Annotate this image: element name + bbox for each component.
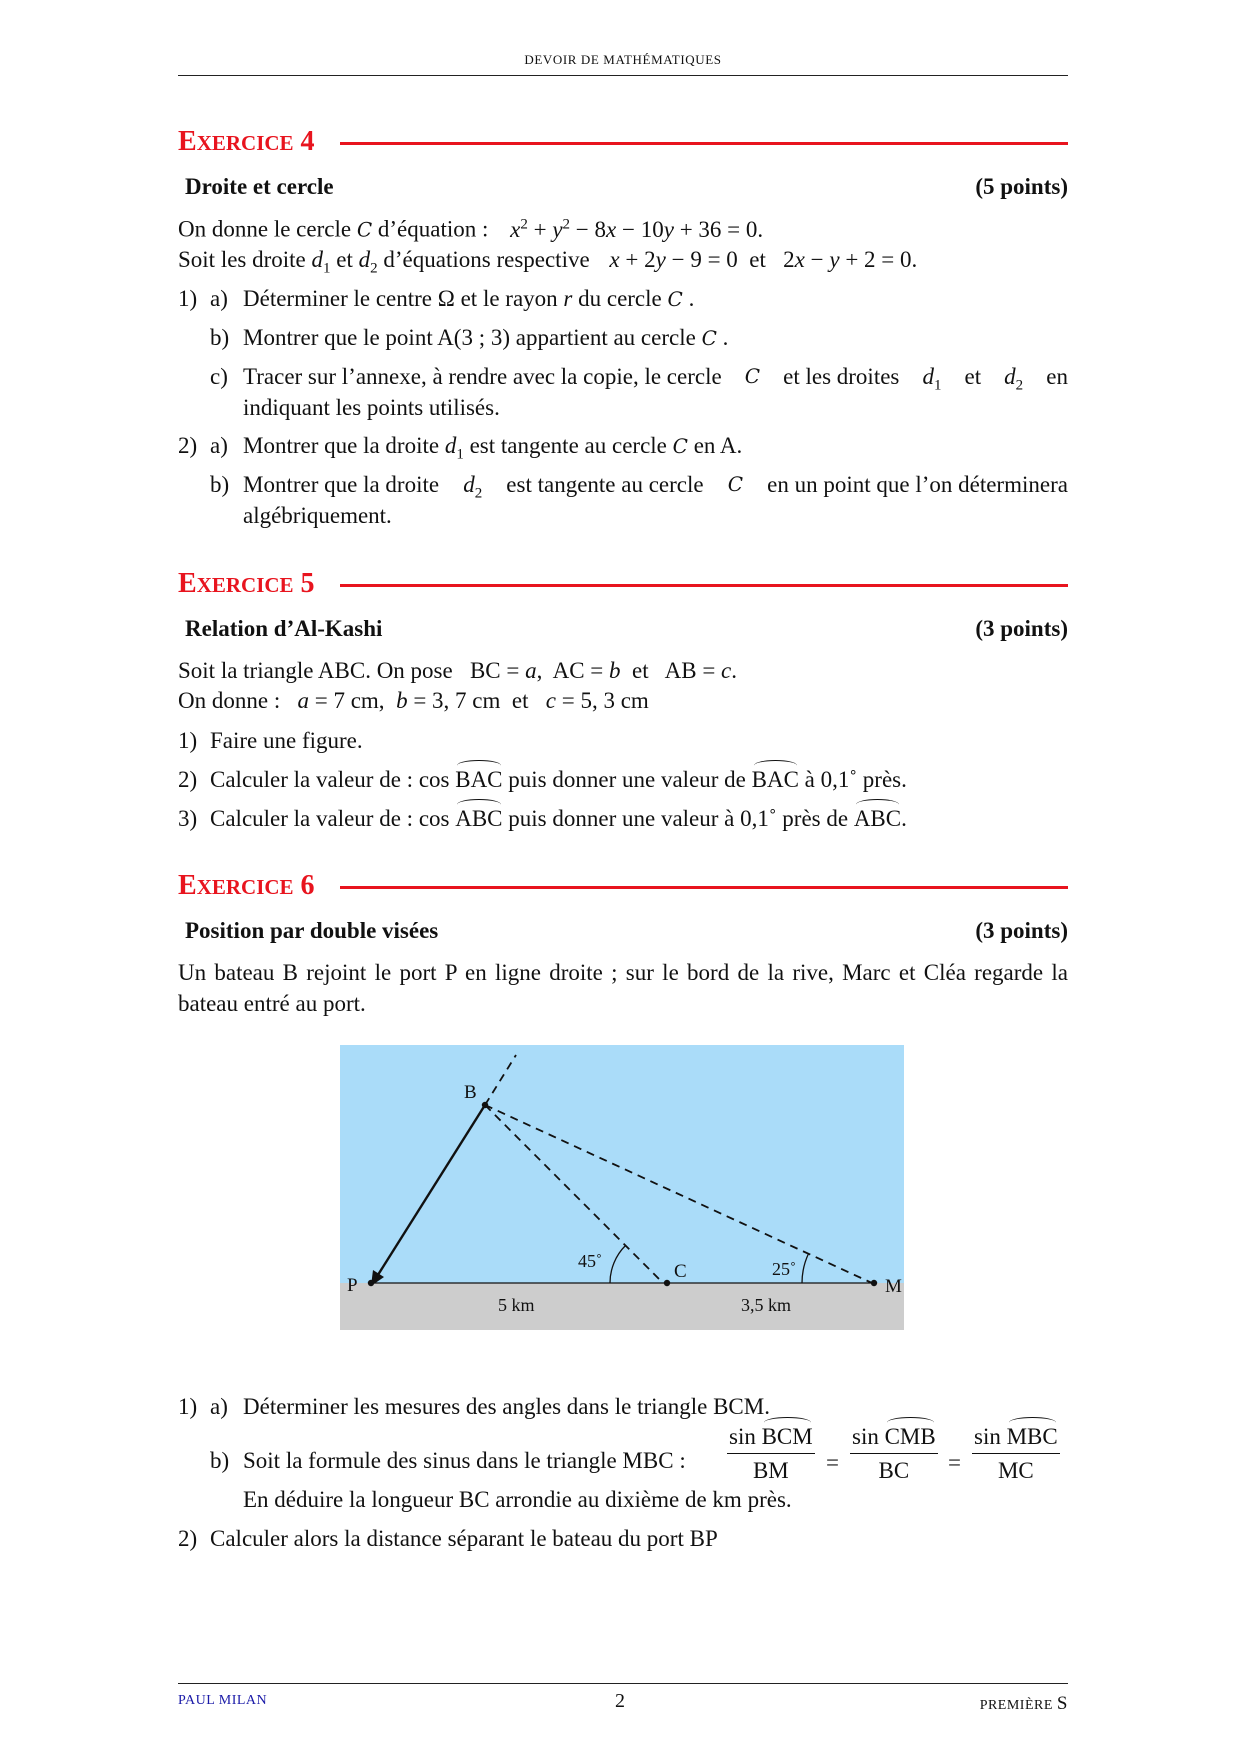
exercise-4-q1a-letter: a) — [210, 286, 228, 311]
exercise-4-title: EXERCICE 4 — [178, 126, 315, 157]
exercise-4-q1c-line-2: indiquant les points utilisés. — [243, 395, 500, 420]
exercise-6-points: (3 points) — [975, 918, 1068, 943]
exercise-4-points: (5 points) — [975, 174, 1068, 199]
shore-area — [340, 1283, 904, 1330]
angle-m-label: 25˚ — [772, 1259, 796, 1279]
exercise-4-q1-number: 1) — [178, 286, 198, 311]
exercise-5-q1-number: 1) — [178, 728, 198, 753]
exercise-4-q1a: Déterminer le centre Ω et le rayon r du cercle C . — [243, 286, 695, 311]
exercise-5-q3: Calculer la valeur de : cos ABC puis donner une valeur à 0,1˚ près de ABC. — [210, 806, 907, 831]
point-c — [664, 1280, 670, 1286]
label-m: M — [885, 1276, 902, 1297]
exercise-4-intro-line-1: On donne le cercle C d’équation : $x^2 + y^2 - 8x - 10y + 36 = 0$. — [178, 216, 764, 242]
exercise-6-q1b: Soit la formule des sinus dans le triangle MBC : — [243, 1448, 686, 1473]
angle-c-label: 45˚ — [578, 1251, 602, 1271]
sine-fraction-1: sin BCM BM — [729, 1424, 813, 1483]
exercise-4-subtitle: Droite et cercle — [185, 174, 334, 199]
exercise-5-title: EXERCICE 5 — [178, 568, 315, 599]
exercise-6-q1b-letter: b) — [210, 1448, 230, 1473]
exercise-5-intro-line-1: Soit la triangle ABC. On pose BC = a, AC = b et AB = c. — [178, 658, 738, 683]
exercise-4-q2a: Montrer que la droite $d_1$ est tangente au cercle C en A. — [243, 433, 743, 463]
exercise-4-q1b: Montrer que le point A(3 ; 3) appartient au cercle C . — [243, 325, 729, 350]
point-m — [871, 1280, 877, 1286]
exercise-4-q2b-letter: b) — [210, 472, 230, 497]
exercise-6-q1b-line-2: En déduire la longueur BC arrondie au dixième de km près. — [243, 1487, 792, 1512]
boat-figure — [340, 1045, 904, 1330]
exercise-6-q1a-letter: a) — [210, 1394, 228, 1419]
exercise-4-q2b-line-2: algébriquement. — [243, 503, 392, 528]
exercise-6-q1a: Déterminer les mesures des angles dans le triangle BCM. — [243, 1394, 770, 1419]
exercise-6-q2: Calculer alors la distance séparant le bateau du port BP — [210, 1526, 718, 1551]
point-p — [368, 1280, 374, 1286]
exercise-4-rule — [340, 142, 1068, 145]
equals-sign-2: = — [948, 1450, 961, 1475]
exercise-5-q1: Faire une figure. — [210, 728, 363, 753]
exercise-5-q2-number: 2) — [178, 767, 198, 792]
water-area — [340, 1045, 904, 1283]
footer-class: PREMIÈRE S — [979, 1693, 1068, 1714]
point-b — [482, 1102, 488, 1108]
exercise-5-rule — [340, 584, 1068, 587]
exercise-5-q2: Calculer la valeur de : cos BAC puis donner une valeur de BAC à 0,1˚ près. — [210, 767, 907, 792]
exercise-4-q2b: Montrer que la droite $d_2$ est tangente au cercle C en un point que l’on déterminera — [243, 472, 1068, 502]
exercise-5-points: (3 points) — [975, 616, 1068, 641]
exercise-6-q2-number: 2) — [178, 1526, 198, 1551]
exercise-4-q1b-letter: b) — [210, 325, 230, 350]
exercise-6-heading — [178, 870, 1068, 906]
label-b: B — [464, 1082, 477, 1103]
exercise-6-title: EXERCICE 6 — [178, 870, 315, 901]
equals-sign-1: = — [826, 1450, 839, 1475]
footer-rule — [178, 1683, 1068, 1684]
page-header: DEVOIR DE MATHÉMATIQUES — [524, 52, 722, 67]
label-p: P — [347, 1275, 358, 1296]
sine-fraction-2: sin CMB BC — [852, 1424, 936, 1483]
exercise-5-intro-line-2: On donne : a = 7 cm, b = 3, 7 cm et c = 5, 3 cm — [178, 688, 649, 713]
exercise-4-q2a-letter: a) — [210, 433, 228, 458]
exercise-4-q1c-letter: c) — [210, 364, 228, 389]
exercise-5-heading — [178, 568, 1068, 604]
header-rule — [178, 75, 1068, 76]
exercise-5-q3-number: 3) — [178, 806, 198, 831]
exercise-6-subtitle: Position par double visées — [185, 918, 439, 943]
circle-equation: $x^2 + y^2 - 8x - 10y + 36 = 0$. — [510, 216, 764, 242]
footer-author: PAUL MILAN — [178, 1693, 268, 1708]
distance-cm-label: 3,5 km — [741, 1295, 792, 1315]
line-equations: x + 2y − 9 = 0 et 2x − y + 2 = 0. — [609, 247, 918, 272]
sine-fraction-3: sin MBC MC — [974, 1424, 1058, 1483]
exercise-4-heading — [178, 126, 1068, 162]
label-c: C — [674, 1261, 687, 1282]
page-number: 2 — [615, 1690, 625, 1712]
distance-pc-label: 5 km — [498, 1295, 535, 1315]
exercise-4-intro-line-2: Soit les droite $d_1$ et $d_2$ d’équations respective x + 2y − 9 = 0 et 2x − y + 2 = 0. — [178, 247, 918, 277]
exercise-6-rule — [340, 886, 1068, 889]
exercise-4-q2-number: 2) — [178, 433, 198, 458]
exercise-4-q1c: Tracer sur l’annexe, à rendre avec la copie, le cercle C et les droites $d_1$ et $d_2$ en — [243, 364, 1068, 394]
exercise-6-intro: Un bateau B rejoint le port P en ligne droite ; sur le bord de la rive, Marc et Cléa regarde la bateau entré au port. — [178, 960, 1068, 1016]
exercise-5-subtitle: Relation d’Al-Kashi — [185, 616, 383, 641]
exercise-6-q1-number: 1) — [178, 1394, 198, 1419]
